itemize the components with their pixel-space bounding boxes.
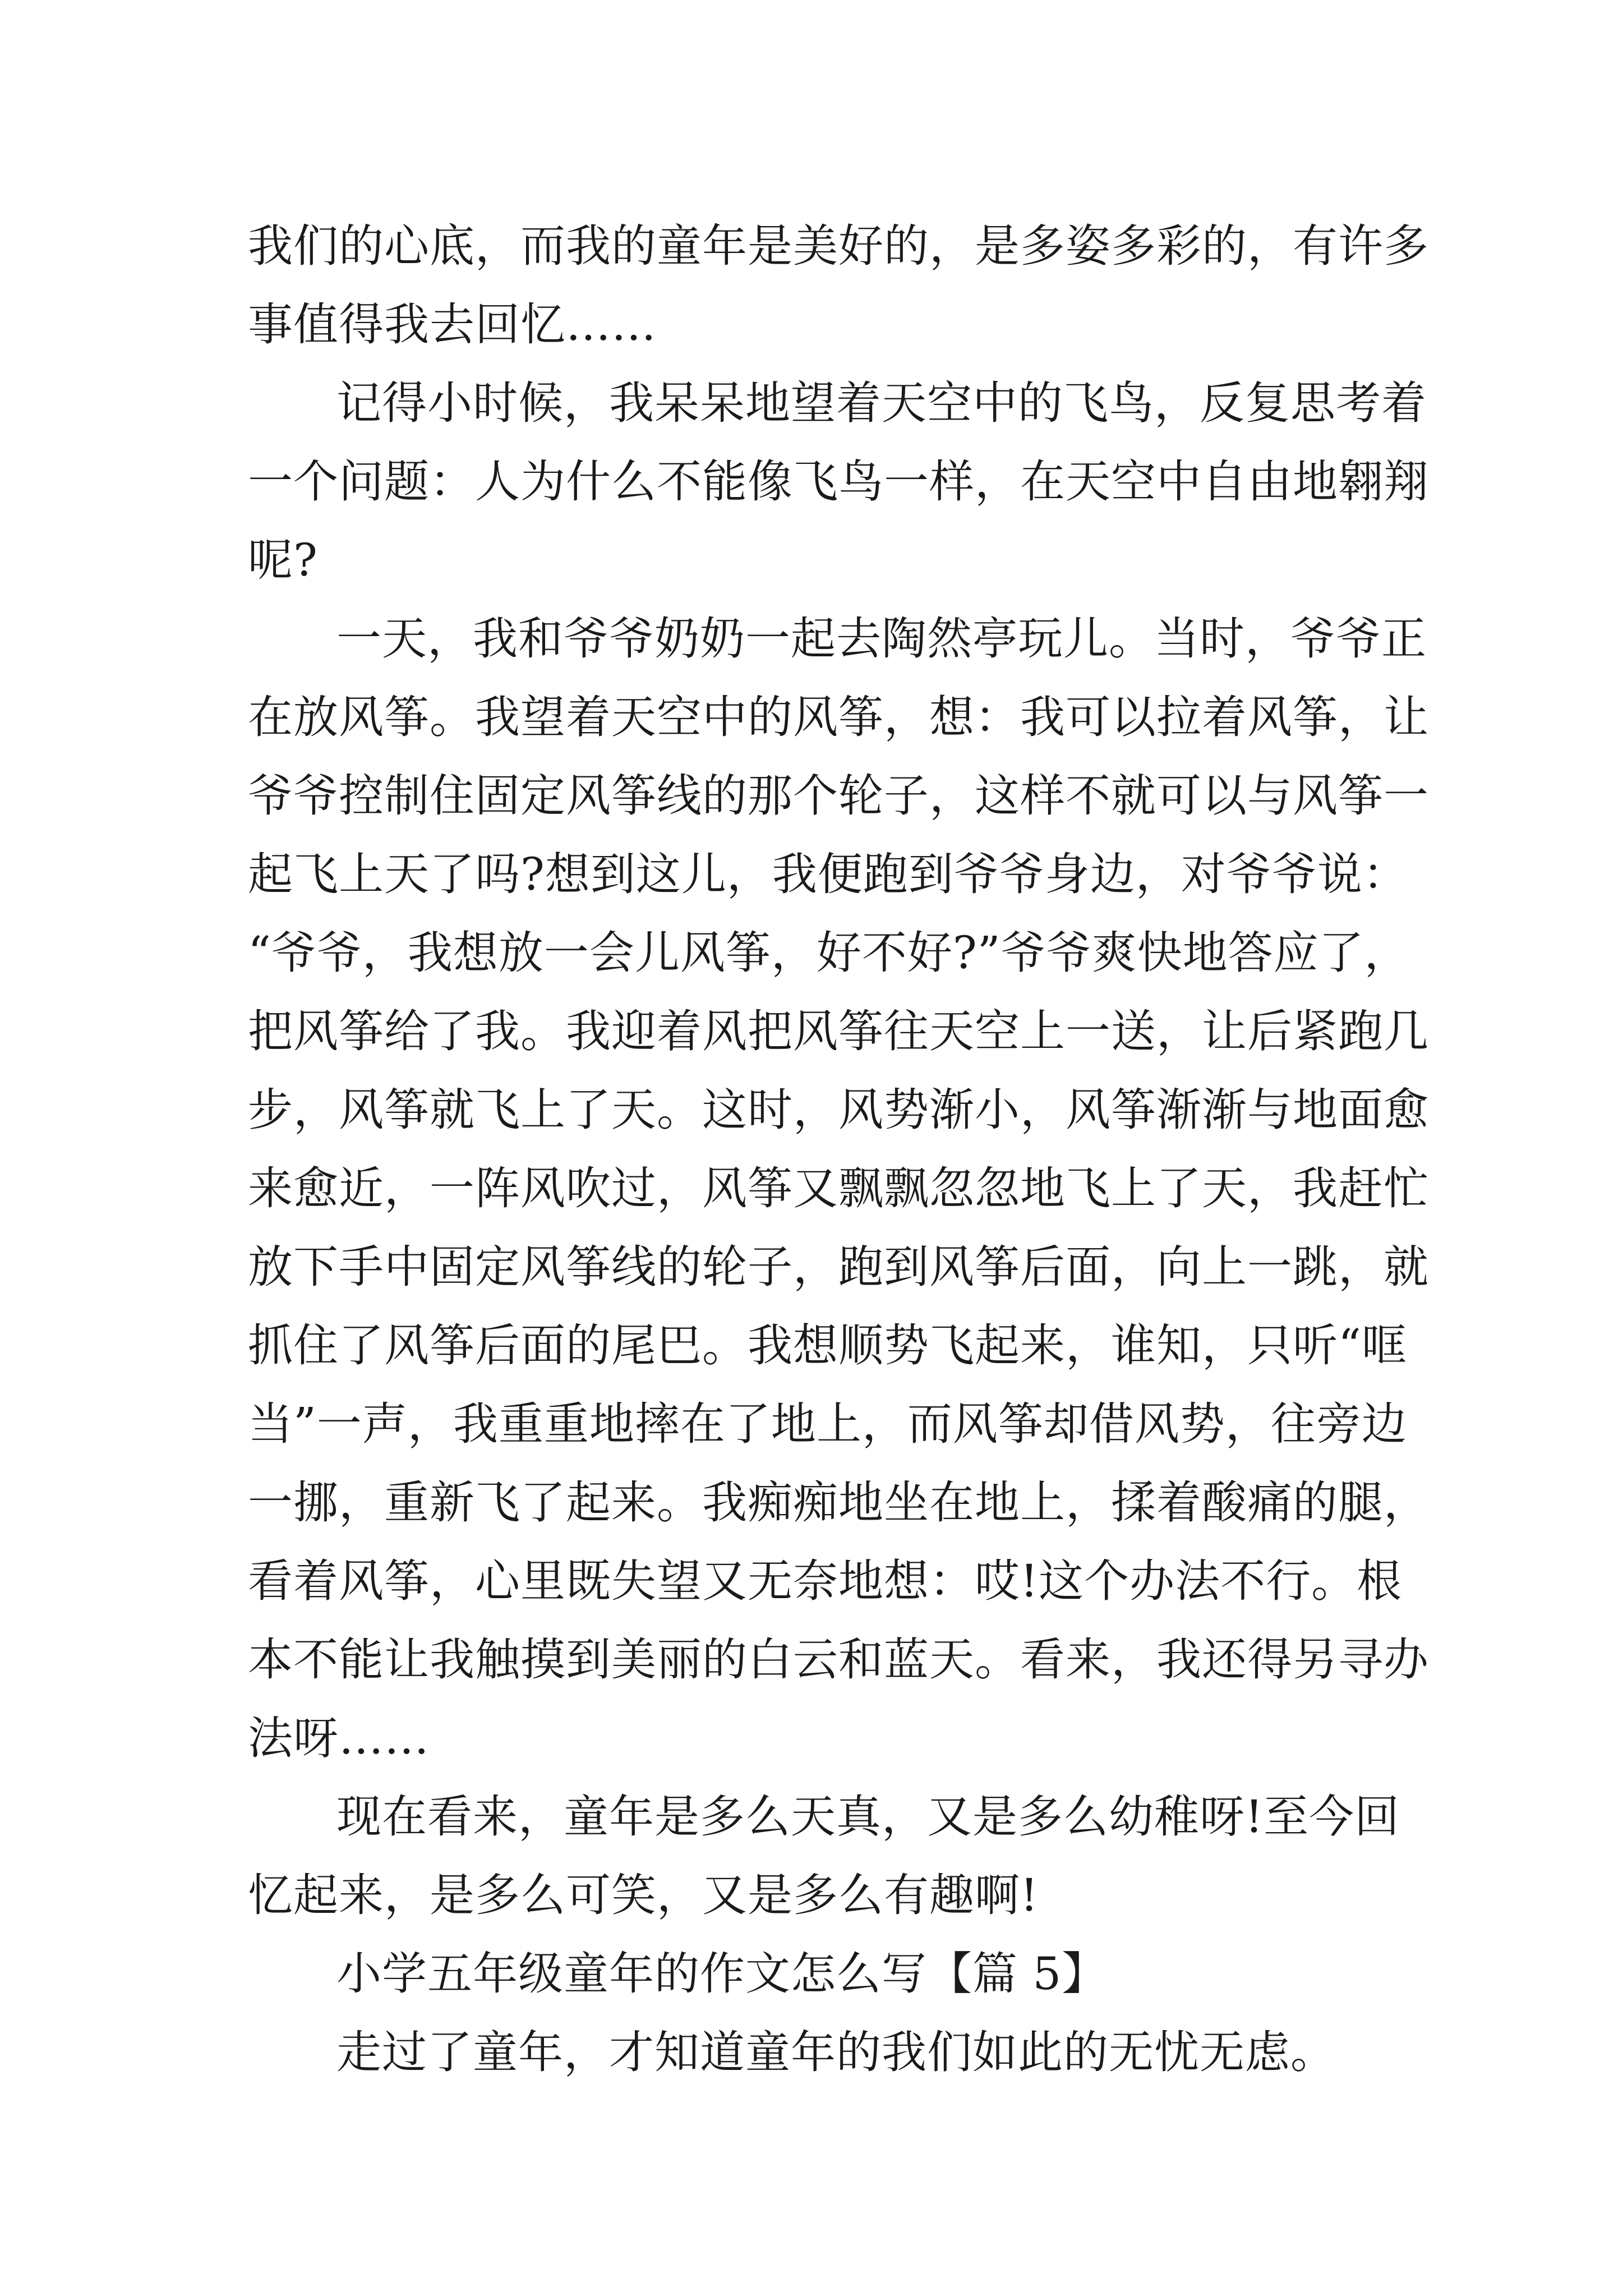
text-line: 本不能让我触摸到美丽的白云和蓝天。看来，我还得另寻办 (248, 1634, 1429, 1686)
text-line: 看着风筝，心里既失望又无奈地想：哎!这个办法不行。根 (248, 1555, 1403, 1607)
text-line: 呢? (248, 534, 318, 586)
text-line: 起飞上天了吗?想到这儿，我便跑到爷爷身边，对爷爷说： (248, 848, 1408, 900)
text-line: 把风筝给了我。我迎着风把风筝往天空上一送，让后紧跑几 (248, 1005, 1429, 1057)
text-line: 走过了童年，才知道童年的我们如此的无忧无虑。 (336, 2026, 1336, 2078)
text-line: 当”一声，我重重地摔在了地上，而风筝却借风势，往旁边 (248, 1398, 1407, 1450)
text-line: 在放风筝。我望着天空中的风筝，想：我可以拉着风筝，让 (248, 691, 1429, 743)
text-line: 一个问题：人为什么不能像飞鸟一样，在天空中自由地翱翔 (248, 455, 1429, 508)
text-line: 事值得我去回忆…… (248, 298, 657, 351)
text-line: 我们的心底，而我的童年是美好的，是多姿多彩的，有许多 (248, 220, 1429, 272)
text-line: 一天，我和爷爷奶奶一起去陶然亭玩儿。当时，爷爷正 (336, 613, 1427, 665)
text-line: 抓住了风筝后面的尾巴。我想顺势飞起来，谁知，只听“哐 (248, 1319, 1407, 1372)
text-line: 法呀…… (248, 1712, 430, 1764)
text-line: 来愈近，一阵风吹过，风筝又飘飘忽忽地飞上了天，我赶忙 (248, 1162, 1429, 1214)
text-line: “爷爷，我想放一会儿风筝，好不好?”爷爷爽快地答应了， (248, 927, 1410, 979)
text-line: 记得小时候，我呆呆地望着天空中的飞鸟，反复思考着 (336, 377, 1427, 429)
text-line: 现在看来，童年是多么天真，又是多么幼稚呀!至今回 (336, 1791, 1400, 1843)
section-heading: 小学五年级童年的作文怎么写【篇 5】 (336, 1948, 1108, 2000)
text-line: 放下手中固定风筝线的轮子，跑到风筝后面，向上一跳，就 (248, 1241, 1429, 1293)
text-line: 忆起来，是多么可笑，又是多么有趣啊! (248, 1869, 1039, 1921)
text-line: 步，风筝就飞上了天。这时，风势渐小，风筝渐渐与地面愈 (248, 1084, 1429, 1136)
text-line: 一挪，重新飞了起来。我痴痴地坐在地上，揉着酸痛的腿， (248, 1476, 1429, 1529)
text-line: 爷爷控制住固定风筝线的那个轮子，这样不就可以与风筝一 (248, 770, 1429, 822)
